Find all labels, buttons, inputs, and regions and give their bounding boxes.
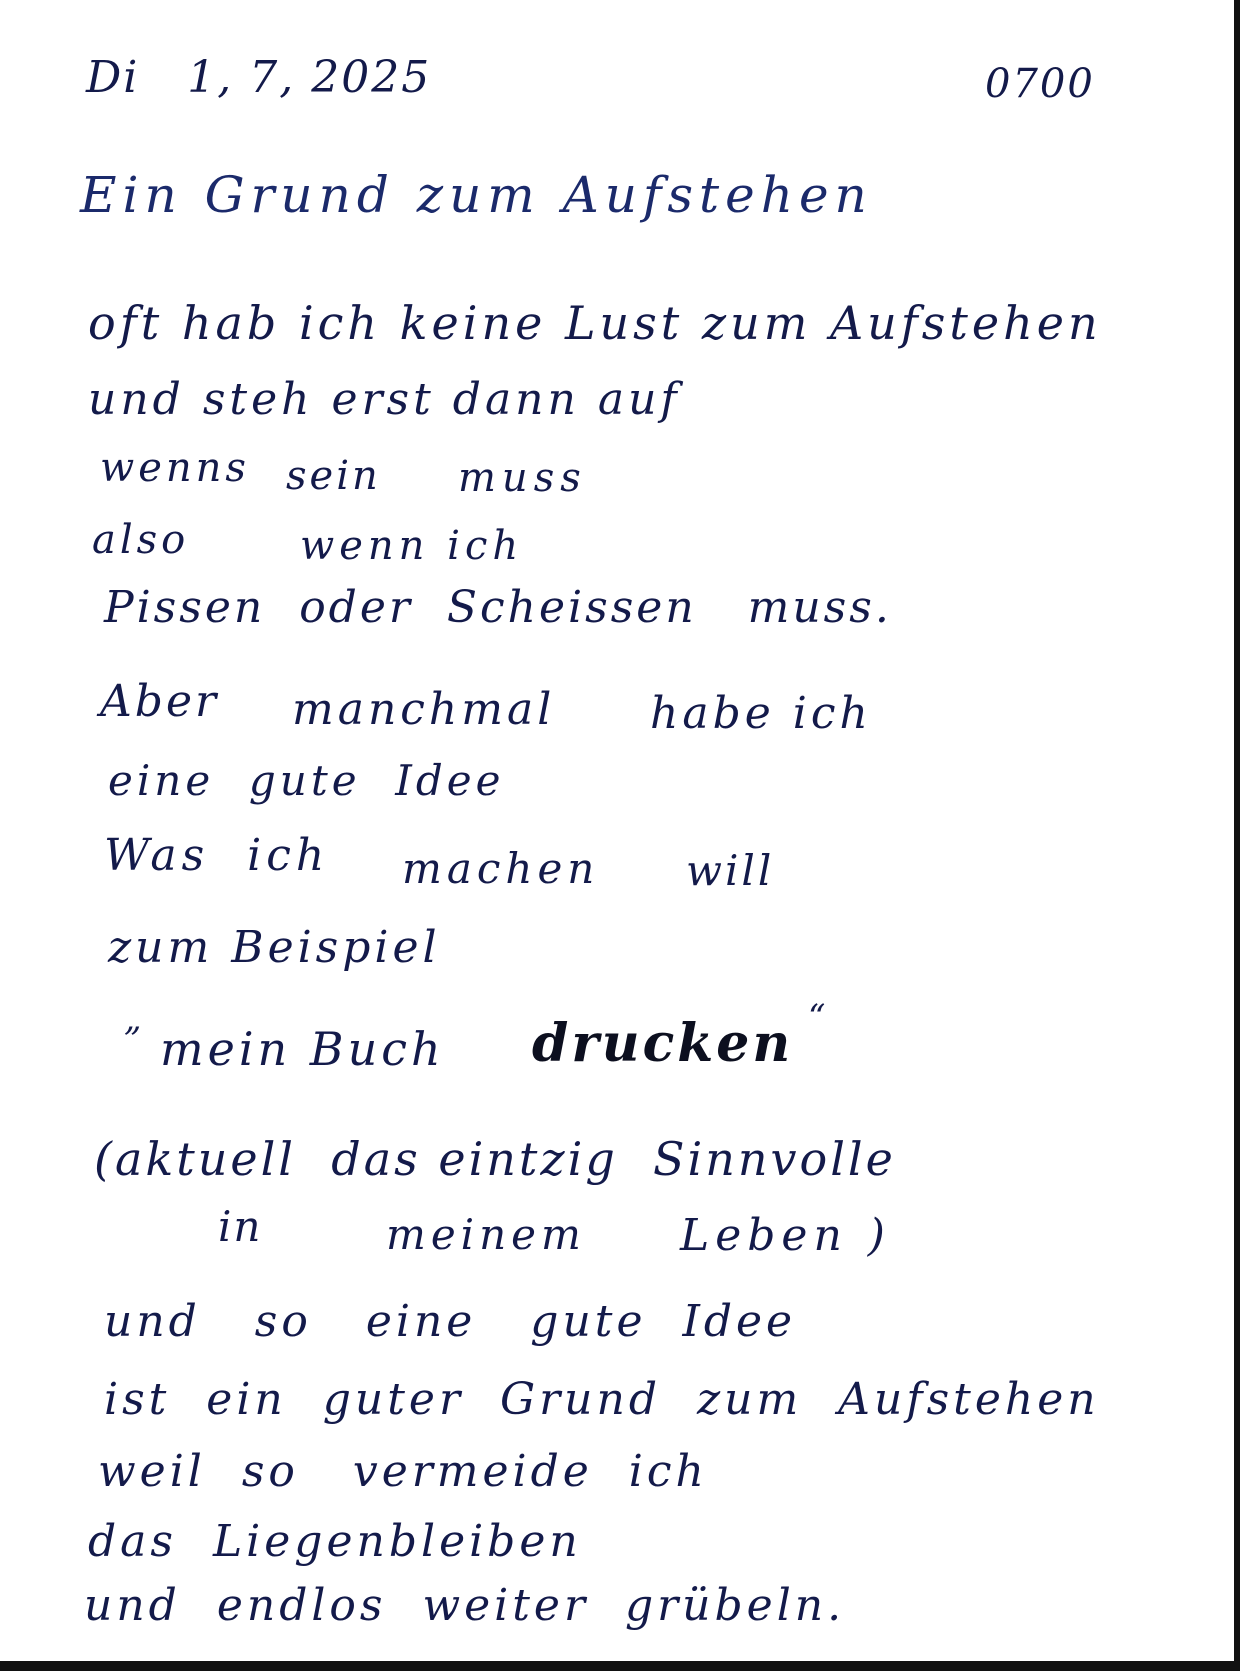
text-line-11: (aktuell das eintzig Sinnvolle: [94, 1132, 896, 1186]
text-line-6a: Aber: [100, 676, 220, 727]
scan-edge-bottom: [0, 1661, 1240, 1671]
text-line-13: und so eine gute Idee: [104, 1296, 797, 1347]
time-text: 0700: [985, 61, 1095, 107]
text-line-4a: also: [92, 517, 190, 563]
text-line-1: oft hab ich keine Lust zum Aufstehen: [88, 296, 1102, 350]
text-line-14: ist ein guter Grund zum Aufstehen: [104, 1374, 1100, 1425]
text-line-12a: in: [218, 1202, 263, 1251]
text-line-8b: machen: [402, 844, 600, 893]
text-line-8c: will: [686, 846, 775, 895]
text-line-3c: muss: [458, 455, 587, 501]
text-line-7: eine gute Idee: [108, 756, 505, 805]
text-line-3b: sein: [286, 453, 381, 499]
text-line-9: zum Beispiel: [108, 922, 441, 973]
text-line-12c: Leben ): [680, 1210, 891, 1261]
text-line-6c: habe ich: [650, 688, 872, 739]
text-line-16: das Liegenbleiben: [88, 1516, 582, 1567]
text-line-17: und endlos weiter grübeln.: [84, 1580, 846, 1631]
text-line-8a: Was ich: [104, 830, 330, 881]
text-line-6b: manchmal: [292, 684, 556, 735]
text-line-10b: drucken: [532, 1013, 794, 1074]
closing-quote: “: [808, 997, 828, 1037]
text-line-10a: mein Buch: [160, 1022, 445, 1076]
text-line-2: und steh erst dann auf: [88, 374, 681, 425]
text-line-4b: wenn ich: [300, 523, 524, 569]
date-text: Di 1, 7, 2025: [86, 52, 432, 103]
text-line-5: Pissen oder Scheissen muss.: [104, 582, 892, 633]
text-line-3a: wenns: [100, 445, 250, 491]
text-line-12b: meinem: [386, 1210, 586, 1259]
scan-edge-right: [1234, 0, 1240, 1671]
opening-quote: „: [124, 999, 144, 1039]
text-line-15: weil so vermeide ich: [98, 1446, 708, 1497]
page-title: Ein Grund zum Aufstehen: [80, 166, 873, 224]
